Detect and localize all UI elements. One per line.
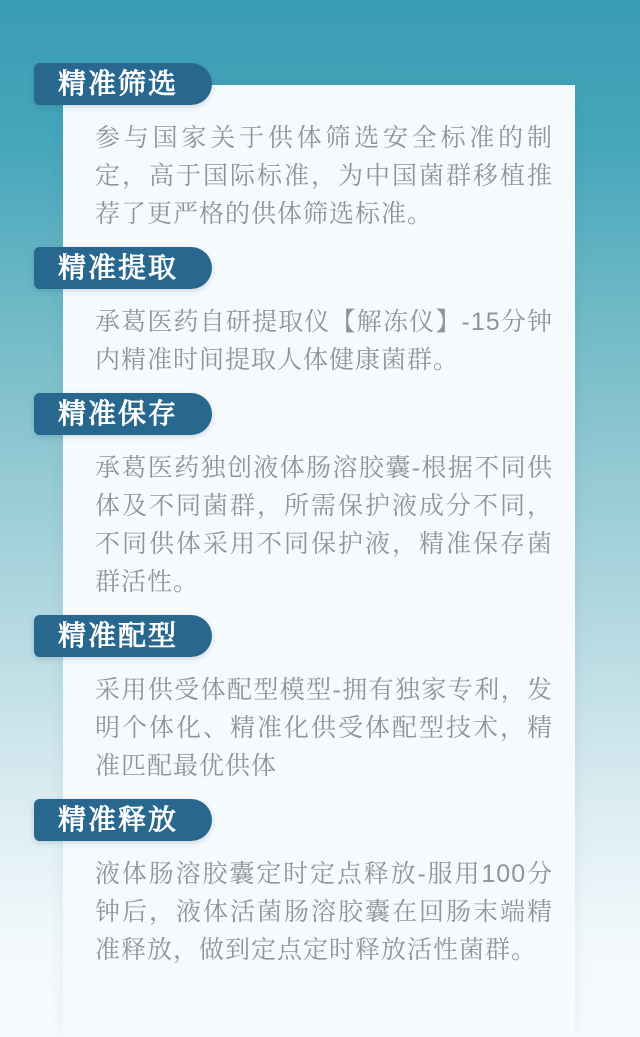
- section-extraction: [0, 247, 640, 379]
- section-title-badge: [34, 393, 212, 435]
- section-title-badge: [34, 63, 212, 105]
- section-title-badge: [34, 247, 212, 289]
- section-title: 精准筛选: [58, 68, 179, 99]
- section-body: 参与国家关于供体筛选安全标准的制定，高于国际标准，为中国菌群移植推荐了更严格的供体筛选标准。: [95, 124, 553, 228]
- section-preservation: [0, 393, 640, 601]
- section-body: 采用供受体配型模型-拥有独家专利，发明个体化、精准化供受体配型技术，精准匹配最优供体: [95, 676, 553, 780]
- section-title-badge: [34, 615, 212, 657]
- section-matching: [0, 615, 640, 785]
- section-title: 精准保存: [58, 398, 179, 429]
- section-title: 精准配型: [58, 620, 179, 651]
- section-body: 承葛医药自研提取仪【解冻仪】-15分钟内精准时间提取人体健康菌群。: [95, 308, 553, 374]
- section-body: 承葛医药独创液体肠溶胶囊-根据不同供体及不同菌群，所需保护液成分不同，不同供体采用不同保护液，精准保存菌群活性。: [95, 454, 553, 596]
- section-body: 液体肠溶胶囊定时定点释放-服用100分钟后，液体活菌肠溶胶囊在回肠末端精准释放，做到定点定时释放活性菌群。: [95, 860, 553, 964]
- section-title: 精准提取: [58, 252, 179, 283]
- section-release: [0, 799, 640, 969]
- section-title-badge: [34, 799, 212, 841]
- section-screening: [0, 63, 640, 233]
- section-title: 精准释放: [58, 804, 179, 835]
